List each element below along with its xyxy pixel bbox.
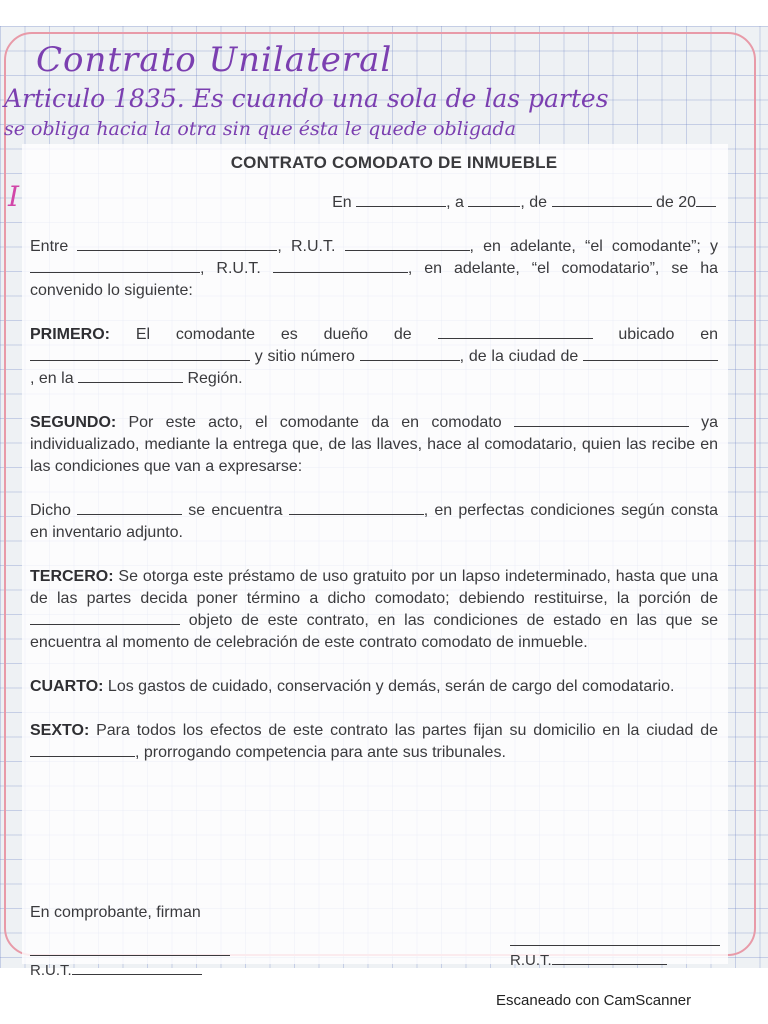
printed-contract-sheet xyxy=(22,144,728,979)
clause-text: , prorrogando competencia para ante sus tribunales. xyxy=(135,744,506,761)
blank-field xyxy=(30,346,250,361)
clause-label: TERCERO: xyxy=(30,568,114,585)
clause-text: Se otorga este préstamo de uso gratuito por un lapso indeterminado, hasta que una de las partes decida poner término a dicho comodato; debiendo restituirse, la porción de xyxy=(30,568,718,607)
rut-label-left: R.U.T. xyxy=(30,962,72,979)
signature-left xyxy=(30,954,230,979)
clause-text: , R.U.T. xyxy=(277,238,345,255)
clause-label: SEXTO: xyxy=(30,722,90,739)
blank-field xyxy=(696,192,716,207)
blank-field xyxy=(289,500,424,515)
date-text: de 20 xyxy=(651,194,696,211)
clause-primero xyxy=(30,324,718,390)
blank-field xyxy=(30,610,180,625)
blank-field xyxy=(78,368,183,383)
blank-field xyxy=(273,258,408,273)
clause-text: Por este acto, el comodante da en comodato xyxy=(116,414,514,431)
clause-text: , en adelante, “el comodatario”, se ha convenido lo siguiente: xyxy=(30,260,719,299)
clause-text: Entre xyxy=(30,238,78,255)
blank-field xyxy=(552,192,652,207)
blank-field xyxy=(583,346,718,361)
clause-text: ubicado en xyxy=(592,326,719,343)
blank-field xyxy=(468,192,520,207)
clause-cuarto xyxy=(30,676,718,698)
date-text: , a xyxy=(446,194,469,211)
blank-field xyxy=(30,742,135,757)
scanner-watermark: Escaneado con CamScanner xyxy=(496,992,692,1009)
handwritten-note-line-2: se obliga hacia la otra sin que ésta le quede obligada xyxy=(4,118,516,140)
handwritten-mark: I xyxy=(8,180,20,213)
clause-text: y sitio número xyxy=(250,348,360,365)
clause-text: , de la ciudad de xyxy=(459,348,584,365)
clause-segundo xyxy=(30,412,718,478)
clause-text: El comodante es dueño de xyxy=(110,326,438,343)
blank-field xyxy=(77,236,277,251)
blank-field xyxy=(72,960,202,975)
clause-text: ya individualizado, mediante la entrega que, de las llaves, hace al comodatario, quien las recibe en las condiciones que van a expresarse: xyxy=(30,414,719,475)
signature-line xyxy=(30,954,230,956)
clause-text: Región. xyxy=(183,370,243,387)
blank-field xyxy=(30,258,200,273)
date-text: , de xyxy=(520,194,552,211)
signature-intro: En comprobante, firman xyxy=(30,904,201,921)
clause-text: objeto de este contrato, en las condiciones de estado en las que se encuentra al momento de celebración de este contrato comodato de inmueble. xyxy=(30,612,718,651)
clause-text: Los gastos de cuidado, conservación y demás, serán de cargo del comodatario. xyxy=(103,678,675,695)
clause-dicho xyxy=(30,500,718,544)
clause-tercero xyxy=(30,566,718,654)
clause-text: , en perfectas condiciones según consta en inventario adjunto. xyxy=(30,502,718,541)
contract-body xyxy=(30,144,718,764)
date-text: En xyxy=(332,194,357,211)
handwritten-title: Contrato Unilateral xyxy=(36,40,393,80)
blank-field xyxy=(514,412,689,427)
clause-text: , en adelante, “el comodante”; y xyxy=(469,238,718,255)
contract-title: CONTRATO COMODATO DE INMUEBLE xyxy=(230,153,558,172)
signature-area xyxy=(30,904,720,979)
handwritten-note-line-1: Articulo 1835. Es cuando una sola de las partes xyxy=(4,84,609,113)
signature-line xyxy=(510,944,720,946)
clause-text: se encuentra xyxy=(182,502,289,519)
blank-field xyxy=(438,324,593,339)
date-line xyxy=(30,192,718,214)
clause-text: , R.U.T. xyxy=(200,260,273,277)
clause-label: CUARTO: xyxy=(30,678,104,695)
clause-sexto xyxy=(30,720,718,764)
clause-parties xyxy=(30,236,718,302)
blank-field xyxy=(77,500,182,515)
clause-label: PRIMERO: xyxy=(30,326,110,343)
clause-text: Dicho xyxy=(30,502,78,519)
rut-label-right: R.U.T. xyxy=(510,952,552,969)
blank-field xyxy=(356,192,446,207)
clause-text: Para todos los efectos de este contrato las partes fijan su domicilio en la ciudad de xyxy=(89,722,718,739)
blank-field xyxy=(360,346,460,361)
signature-right xyxy=(510,944,720,969)
scanned-page xyxy=(0,26,768,979)
clause-label: SEGUNDO: xyxy=(30,414,117,431)
blank-field xyxy=(345,236,470,251)
clause-text: , en la xyxy=(30,370,79,387)
blank-field xyxy=(552,950,667,965)
